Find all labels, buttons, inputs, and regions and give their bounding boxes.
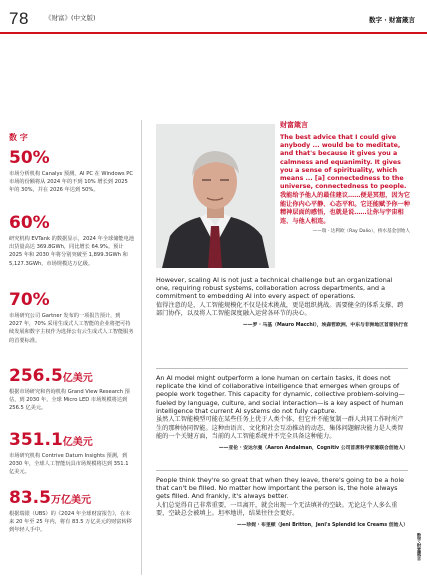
passage-attribution: ——亚伦 · 安达尔曼（Aaron Andalman，Cognitiv 公司首席科学家兼联合创始人） [218,445,408,451]
stat-value: 83.5 [9,488,51,508]
stat-description: 市场研究机构 Contrive Datum Insights 预测，到 2030 年，全球人工智能玩具市场规模将达到 351.1 亿美元。 [9,453,129,476]
divider [156,368,408,369]
column-divider [141,120,142,575]
quote-title: 财富箴言 [280,121,308,129]
passage [156,276,408,328]
publication-title: 《财富》(中文版) [45,14,96,22]
section-tag: 数字 · 财富箴言 [369,16,415,24]
stat-value: 60% [9,213,50,233]
portrait-photo [156,124,275,268]
header-rule [0,32,427,34]
passage-chinese: 人们总觉得自己非常重要，一旦离开，就会出现一个无法填补的空缺。无论这个人多么重要，空缺总会被填上。坦率地讲，结果往往会更好。 [156,501,398,518]
stat-unit: 亿美元 [62,437,93,448]
stat-description: 根据瑞银（UBS）的《2024 年全球财富报告》，在未来 20 年至 25 年内，将有 83.5 万亿美元的财富转移到年轻人手中。 [9,511,132,534]
stat-description: 根据市场研究和咨询机构 Grand View Research 预估，到 2030 年，全球 Micro LED 市场规模将达到 256.5 亿美元。 [9,389,130,412]
stat-description: 研究机构 EVTank 的数据显示，2024 年全球储能电池出货量高达 369.8GWh，同比增长 64.9%。预计 2025 年和 2030 年将分别突破至 1,899.3GWh 和 5,127.3GWh，市场规模达万亿级。 [9,236,134,267]
quote-attribution: ——瑞 · 达利欧（Ray Dalio），桥水基金创始人 [312,229,410,235]
stat-value: 50% [9,148,50,168]
passage-english: An AI model might outperform a lone human on certain tasks, it does not replicate the kind of collaborative intelligence that emerges when groups of people work together. This capacity for dynamic, collective problem-solving—fueled by language, culture, and social interaction—is a key aspect of human intelligence that current AI systems do not fully capture. [156,374,405,415]
stat-item [9,215,134,268]
quote-chinese: 我能给予他人的最佳建议……便是冥想，因为它能让你内心平静、心态平和。它还能赋予你一种精神层面的感悟，也就是说……让你与宇宙相连、与他人相连。 [280,192,410,225]
passage-attribution: ——珍妮 · 布里顿（Jeni Britton，Jeni's Splendid Ice Creams 创始人） [236,522,408,528]
stat-description: 市场分析机构 Canalys 预测，AI PC 在 Windows PC 市场的份额将从 2024 年的不到 10% 增长到 2025 年的 30%，并在 2026 年达到 50%。 [9,171,133,194]
stat-item [9,368,134,413]
page-number: 78 [9,9,29,28]
passage-chinese: 值得注意的是，人工智能规模化不仅是技术挑战，更是组织挑战。需要健全的体系支撑、跨部门协作，以及将人工智能深度融入运营各环节的决心。 [156,301,404,318]
passage-chinese: 虽然人工智能模型可能在某些任务上优于人类个体，但它并不能复制一群人共同工作时所产生的那种协同智能。这种由语言、文化和社会互动推动的动态、集体问题解决能力是人类智能的一个关键方面，当前的人工智能系统并不完全具备这种能力。 [156,416,404,441]
featured-quote [280,120,410,236]
stat-item [9,490,134,535]
passage [156,476,408,528]
stat-value: 351.1 [9,430,63,450]
passage-english: However, scaling AI is not just a technical challenge but an organizational one, requiring robust systems, collaboration across departments, and a commitment to embedding AI into every aspect of operations. [156,276,393,301]
stat-item [9,432,134,477]
stat-item [9,292,134,345]
portrait-illustration [156,124,275,268]
stat-value: 70% [9,290,50,310]
stat-unit: 万亿美元 [50,495,91,506]
passage-english: People think they're so great that when they leave, there's going to be a hole that can't be filled. No matter how important the person is, the hole always gets filled. And frankly, it's always better. [156,476,405,501]
passage [156,374,408,451]
side-section-label: 数字·财富箴言 [416,533,421,561]
stat-item [9,150,134,195]
stat-description: 市场研究公司 Gartner 发布的一项报告预计，到 2027 年，70% 采用生成式人工智能的企业将把可持续发展和数字主权作为选择公有云生成式人工智能服务的首要标准。 [9,313,134,344]
stat-value: 256.5 [9,366,63,386]
page-header [0,0,427,38]
passage-attribution: ——罗 · 马基（Mauro Macchi），埃森哲欧洲、中东与非洲地区首席执行官 [243,322,408,328]
divider [156,470,408,471]
stat-unit: 亿美元 [62,373,93,384]
numbers-title: 数 字 [9,133,28,142]
quote-english: The best advice that I could give anybody ... would be to meditate, and that's because it gives you a calmness and equanimity. It gives you a sense of spirituality, which means ... [a] connectedness to the universe, connectedness to people. [280,134,407,191]
